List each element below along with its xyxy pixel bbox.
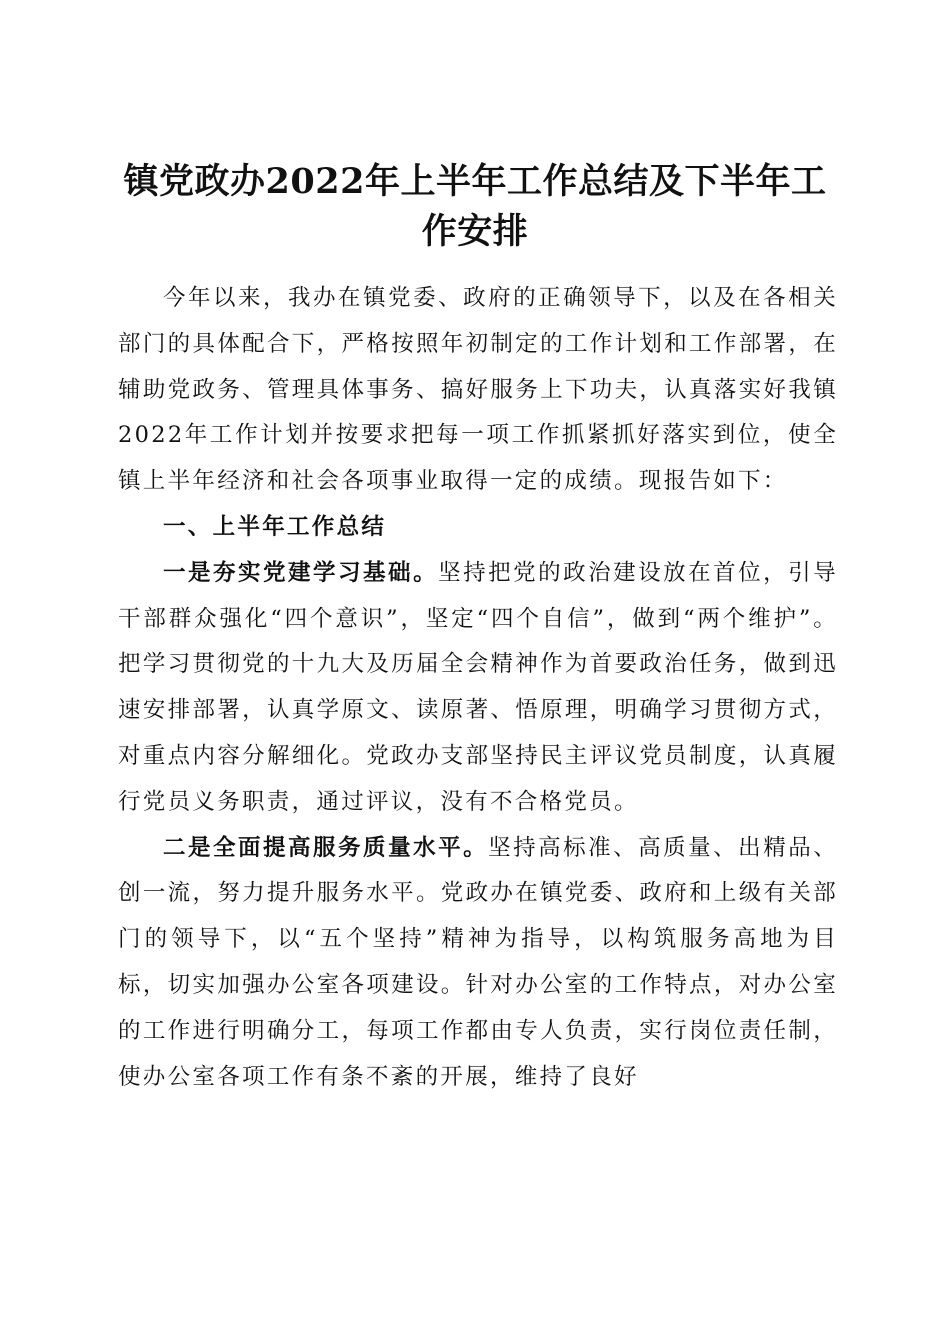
item-2-paragraph bbox=[118, 826, 838, 1101]
title-line-1: 镇党政办2022年上半年工作总结及下半年工 bbox=[123, 161, 827, 203]
intro-paragraph: 今年以来，我办在镇党委、政府的正确领导下，以及在各相关部门的具体配合下，严格按照年初制定的工作计划和工作部署，在辅助党政务、管理具体事务、搞好服务上下功夫，认真落实好我镇2022年工作计划并按要求把每一项工作抓紧抓好落实到位，使全镇上半年经济和社会各项事业取得一定的成绩。现报告如下： bbox=[118, 285, 838, 495]
item-2-lead: 二是全面提高服务质量水平。 bbox=[163, 834, 489, 861]
item-2-text: 坚持高标准、高质量、出精品、创一流，努力提升服务水平。党政办在镇党委、政府和上级有关部门的领导下，以“五个坚持”精神为指导，以构筑服务高地为目标，切实加强办公室各项建设。针对办公室的工作特点，对办公室的工作进行明确分工，每项工作都由专人负责，实行岗位责任制，使办公室各项工作有条不紊的开展，维持了良好 bbox=[118, 834, 839, 1090]
item-1-text: 坚持把党的政治建设放在首位，引导干部群众强化“四个意识”，坚定“四个自信”，做到“两个维护”。把学习贯彻党的十九大及历届全会精神作为首要政治任务，做到迅速安排部署，认真学原文、读原著、悟原理，明确学习贯彻方式，对重点内容分解细化。党政办支部坚持民主评议党员制度，认真履行党员义务职责，通过评议，没有不合格党员。 bbox=[118, 559, 838, 815]
document-body bbox=[118, 276, 838, 1100]
item-1-paragraph bbox=[118, 551, 838, 826]
item-1-lead: 一是夯实党建学习基础。 bbox=[163, 559, 439, 586]
document-title bbox=[110, 157, 840, 257]
title-line-2: 作安排 bbox=[421, 211, 529, 253]
section-heading: 一、上半年工作总结 bbox=[163, 513, 387, 540]
